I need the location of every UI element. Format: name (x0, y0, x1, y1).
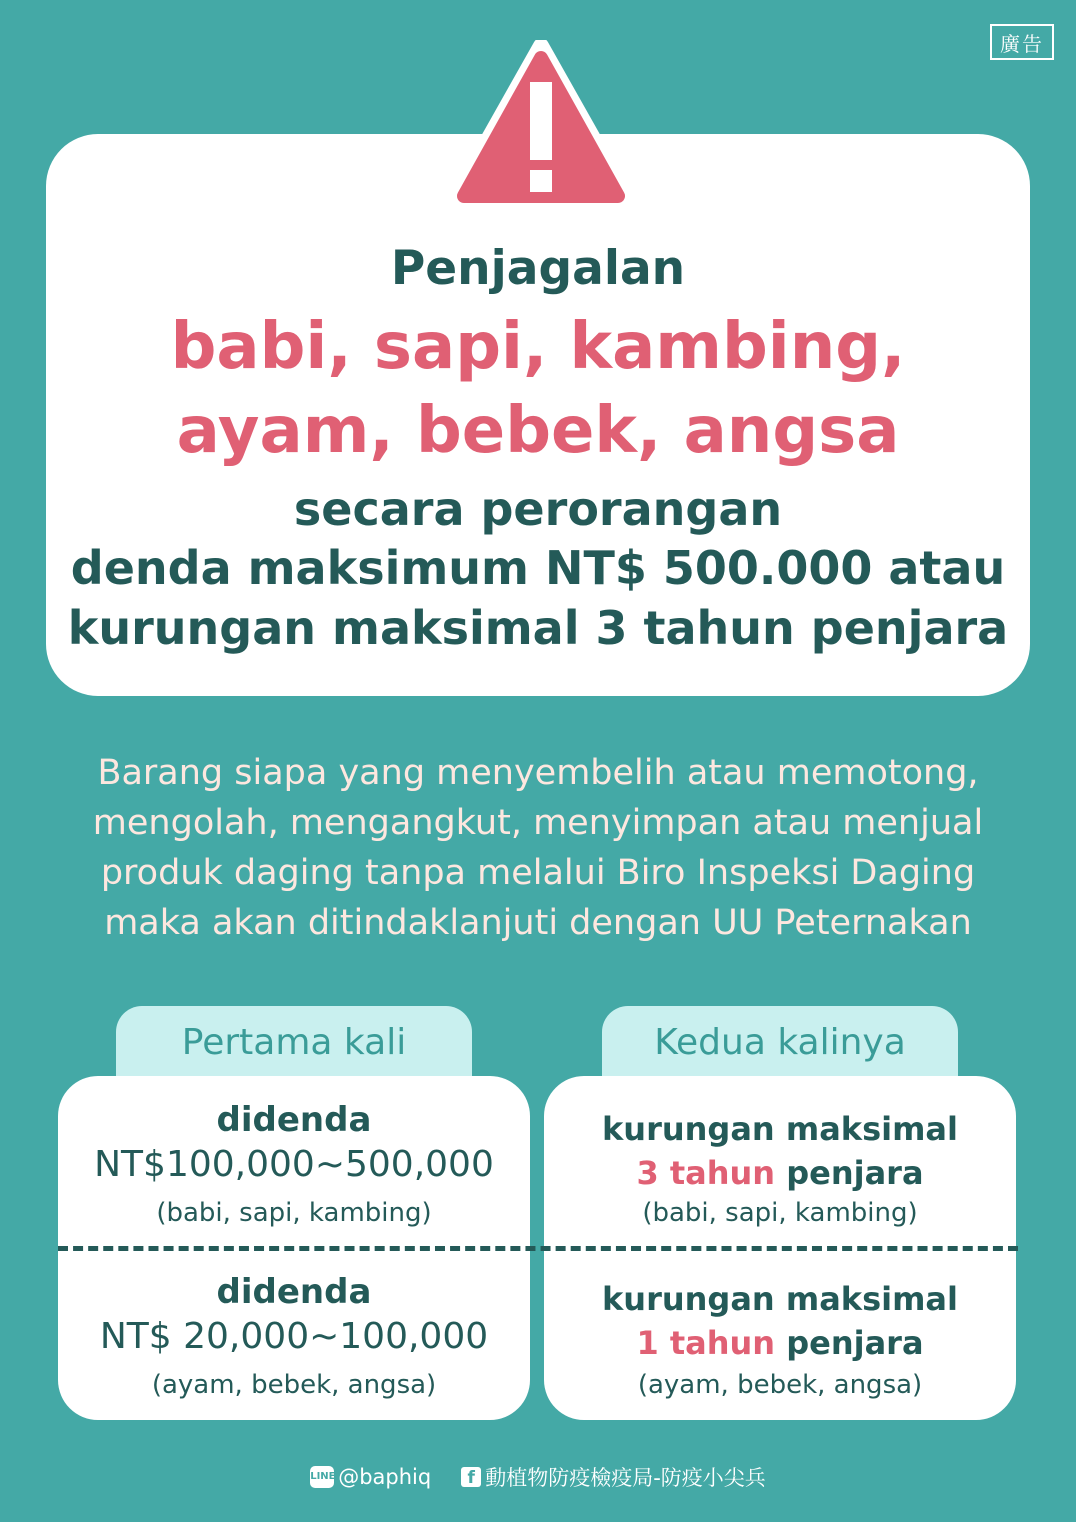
title-prison: kurungan maksimal 3 tahun penjara (67, 601, 1009, 655)
fine-amount-large: NT$100,000~500,000 (94, 1144, 494, 1185)
tab-second-offense: Kedua kalinya (602, 1006, 958, 1086)
fine-label: didenda (216, 1272, 372, 1312)
fine-amount-poultry: NT$ 20,000~100,000 (99, 1316, 489, 1357)
fine-label: didenda (216, 1100, 372, 1140)
line-icon: LINE (310, 1466, 334, 1488)
prison-suffix: penjara (775, 1154, 924, 1192)
prison-years: 1 tahun (636, 1324, 776, 1362)
footer (0, 1462, 1076, 1492)
prison-term-poultry (544, 1324, 1016, 1362)
warning-icon (446, 40, 636, 212)
dashed-divider (58, 1246, 1018, 1251)
description-line: maka akan ditindaklanjuti dengan UU Peternakan (104, 903, 972, 943)
description-line: Barang siapa yang menyembelih atau memotong, (97, 753, 979, 793)
tab-first-offense: Pertama kali (116, 1006, 472, 1086)
ad-badge: 廣告 (990, 24, 1054, 60)
prison-suffix: penjara (775, 1324, 924, 1362)
large-animals-note: (babi, sapi, kambing) (156, 1198, 432, 1228)
description (40, 748, 1036, 948)
prison-term-large (544, 1154, 1016, 1192)
facebook-icon: f (461, 1467, 481, 1487)
description-line: produk daging tanpa melalui Biro Inspeksi Daging (100, 853, 976, 893)
poultry-note: (ayam, bebek, angsa) (151, 1370, 437, 1400)
poultry-note: (ayam, bebek, angsa) (637, 1370, 923, 1400)
prison-label: kurungan maksimal (602, 1110, 958, 1148)
title-animals-2: ayam, bebek, angsa (176, 394, 900, 468)
main-card (46, 134, 1030, 696)
title-animals-1: babi, sapi, kambing, (170, 310, 906, 384)
line-handle[interactable]: @baphiq (338, 1465, 432, 1489)
title-fine: denda maksimum NT$ 500.000 atau (70, 541, 1006, 595)
title-intro: Penjagalan (390, 241, 686, 296)
prison-label: kurungan maksimal (602, 1280, 958, 1318)
description-line: mengolah, mengangkut, menyimpan atau menjual (92, 803, 984, 843)
prison-years: 3 tahun (636, 1154, 776, 1192)
large-animals-note: (babi, sapi, kambing) (642, 1198, 918, 1228)
facebook-page[interactable]: 動植物防疫檢疫局-防疫小尖兵 (485, 1466, 766, 1490)
title-condition: secara perorangan (293, 482, 783, 536)
